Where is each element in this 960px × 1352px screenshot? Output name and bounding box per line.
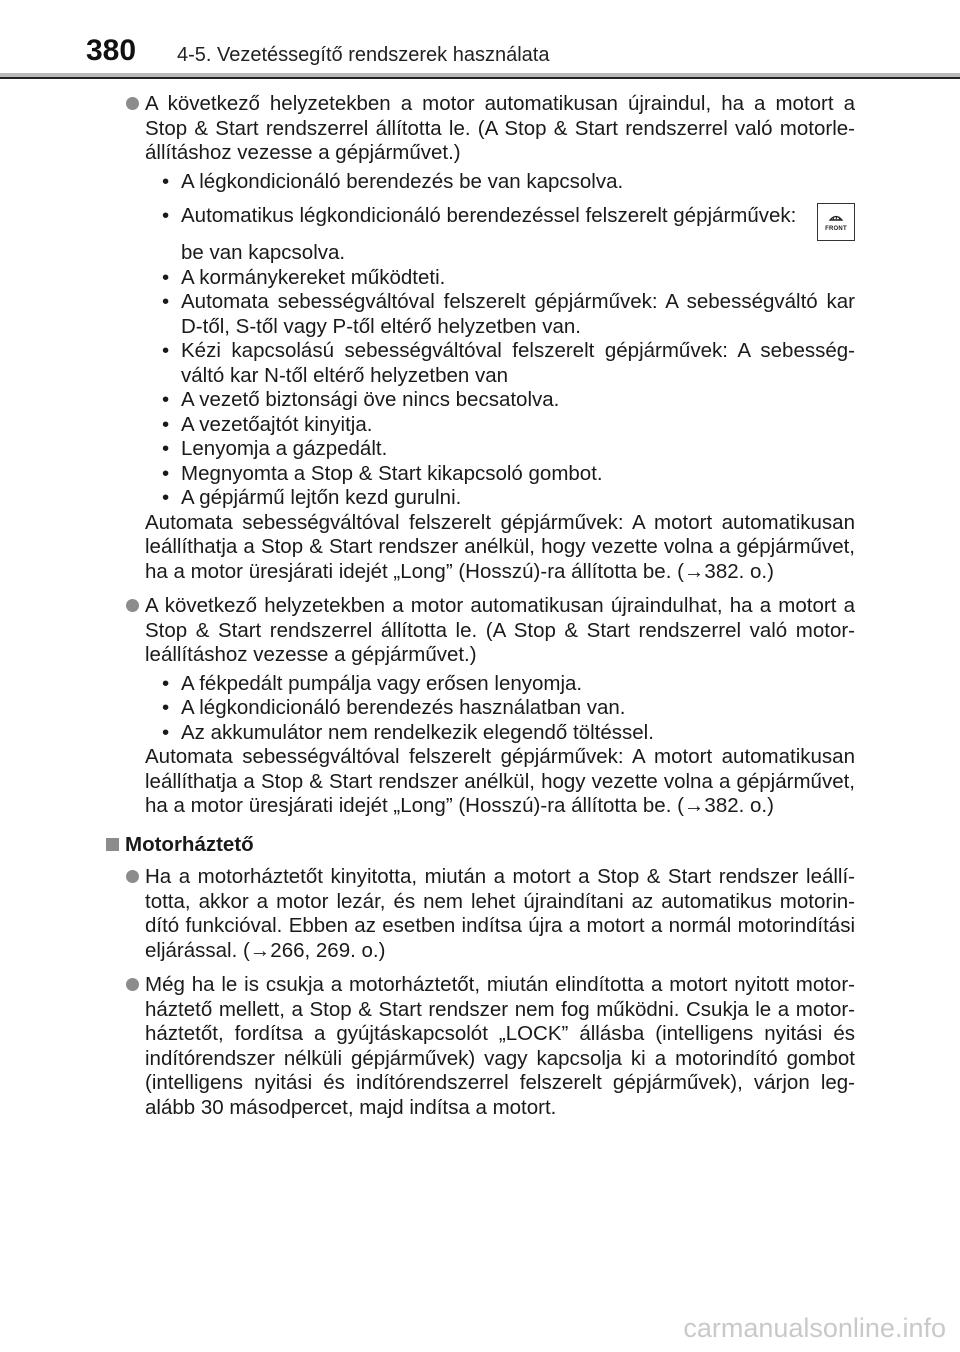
list-item	[145, 437, 855, 462]
circle-bullet-icon	[126, 870, 139, 883]
page-header	[0, 0, 960, 80]
restart-intro: A következő helyzetekben a motor automatikusan újraindul, ha a motort a Stop & Start rendszerrel állította le. (A Stop & Start rendszerrel való motorleállításhoz vezesse a gépjárművet.)	[145, 92, 855, 164]
bullet-dot-icon: •	[162, 290, 170, 313]
list-item-text: Automatikus légkondicionáló berendezéssel felszerelt gépjárművek:	[181, 204, 797, 227]
list-item-text: A vezető biztonsági öve nincs becsatolva.	[181, 388, 560, 411]
may-restart-intro: A következő helyzetekben a motor automatikusan újraindulhat, ha a motort a Stop & Start rendszerrel állította le. (A Stop & Start rendszerrel való motorleállításhoz vezesse a gépjárművet.)	[145, 594, 855, 666]
automatic-transmission-note: Automata sebességváltóval felszerelt gépjárművek: A motort automatikusan leállíthatja a Stop & Start rendszer anélkül, hogy vezette volna a gépjárművet, ha a motor üresjárati idejét „Long” (Hosszú)-ra állította be. (→382. o.)	[145, 510, 855, 583]
list-item-text: A kormánykereket működteti.	[181, 265, 446, 289]
list-item	[145, 170, 855, 195]
bullet-dot-icon: •	[162, 437, 170, 460]
hood-paragraph-2-text: Még ha le is csukja a motorháztetőt, miután elindította a motort nyitott motorháztető mellett, a Stop & Start rendszer nem fog működni. Csukja le a motorháztetőt, fordítsa a gyújtáskapcsolót „LOCK” állásba (intelligens nyitási és indítórendszer nélküli gépjárművek) vagy kapcsolja ki a motorindító gombot (intelligens nyitási és indítórendszerrel felszerelt gépjárművek), várjon legalább 30 másodpercet, majd indítsa a motort.	[145, 973, 855, 1119]
list-item	[145, 388, 855, 413]
bullet-dot-icon: •	[162, 720, 170, 744]
automatic-transmission-note: Automata sebességváltóval felszerelt gépjárművek: A motort automatikusan leállíthatja a Stop & Start rendszer anélkül, hogy vezette volna a gépjárművet, ha a motor üresjárati idejét „Long” (Hosszú)-ra állította be. (→382. o.)	[145, 745, 855, 817]
list-item	[145, 266, 855, 291]
page-number: 380	[86, 34, 137, 67]
list-item-text: A légkondicionáló berendezés használatban van.	[181, 696, 626, 719]
list-item-text: A vezetőajtót kinyitja.	[181, 412, 373, 436]
section-title: 4-5. Vezetéssegítő rendszerek használata	[177, 44, 550, 66]
bullet-dot-icon: •	[162, 412, 170, 436]
circle-bullet-icon	[126, 978, 139, 991]
bullet-dot-icon: •	[162, 461, 170, 485]
list-item-text: Lenyomja a gázpedált.	[181, 437, 388, 460]
section-heading	[106, 833, 855, 858]
bullet-dot-icon: •	[162, 671, 170, 695]
bullet-dot-icon: •	[162, 169, 170, 193]
hood-paragraph-1	[126, 865, 855, 963]
may-restart-conditions-list	[145, 672, 855, 746]
list-item	[145, 339, 855, 388]
list-item-text: Az akkumulátor nem rendelkezik elegendő töltéssel.	[181, 720, 654, 744]
list-item	[145, 721, 855, 746]
list-item-text: A gépjármű lejtőn kezd gurulni.	[181, 486, 462, 509]
list-item-text: A fékpedált pumpálja vagy erősen lenyomja.	[181, 671, 583, 695]
circle-bullet-icon	[126, 97, 139, 110]
list-item	[145, 462, 855, 487]
list-item-text: Megnyomta a Stop & Start kikapcsoló gombot.	[181, 461, 603, 485]
circle-bullet-icon	[126, 599, 139, 612]
bullet-dot-icon: •	[162, 204, 170, 227]
may-restart-conditions-block	[126, 594, 855, 819]
bullet-dot-icon: •	[162, 696, 170, 719]
list-item	[145, 413, 855, 438]
list-item-text: Automata sebességváltóval felszerelt gépjárművek: A sebességváltó kar D-től, S-től vagy P-től eltérő helyzetben van.	[181, 290, 855, 338]
list-item	[145, 672, 855, 697]
list-item-text: A légkondicionáló berendezés be van kapcsolva.	[181, 169, 624, 193]
bullet-dot-icon: •	[162, 388, 170, 411]
list-item-continuation: be van kapcsolva.	[181, 241, 346, 264]
restart-conditions-list	[145, 170, 855, 511]
list-item	[145, 696, 855, 721]
header-rule-black	[0, 77, 960, 79]
bullet-dot-icon: •	[162, 339, 170, 362]
bullet-dot-icon: •	[162, 486, 170, 509]
hood-paragraph-1-text: Ha a motorháztetőt kinyitotta, miután a motort a Stop & Start rendszer leállította, akkor a motor lezár, és nem lehet újraindítani az automatikus motorindító funkcióval. Ebben az esetben indítsa újra a motort a normál motorindítási eljárással. (→266, 269. o.)	[145, 865, 855, 962]
bullet-dot-icon: •	[162, 265, 170, 289]
hood-paragraph-2	[126, 973, 855, 1120]
front-defroster-icon	[817, 203, 855, 241]
page-content	[126, 92, 855, 1130]
restart-conditions-block	[126, 92, 855, 584]
defroster-glyph-icon	[828, 212, 844, 226]
list-item	[145, 290, 855, 339]
section-heading-text: Motorháztető	[125, 832, 254, 856]
front-icon-label: FRONT	[825, 225, 847, 232]
list-item-text: Kézi kapcsolású sebességváltóval felszerelt gépjárművek: A sebességváltó kar N-től eltérő helyzetben van	[181, 339, 855, 387]
list-item	[145, 486, 855, 511]
list-item	[145, 204, 855, 266]
square-bullet-icon	[106, 838, 119, 851]
watermark: carmanualsonline.info	[683, 1313, 946, 1343]
